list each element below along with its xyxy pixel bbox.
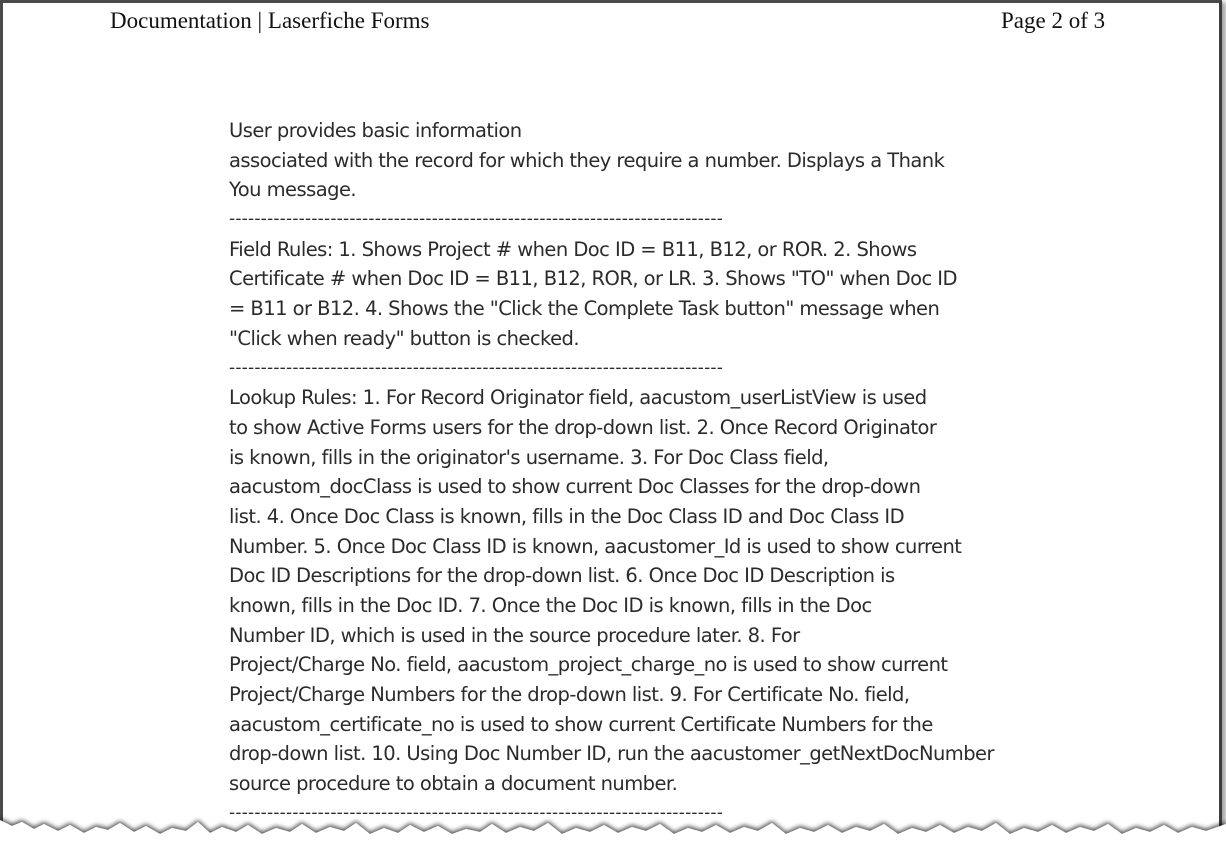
intro-line: User provides basic information (229, 119, 522, 142)
separator-line: ------------------------------------------------------------------------------ (229, 357, 724, 378)
separator-line: ------------------------------------------------------------------------------ (229, 802, 724, 823)
intro-line: You message. (229, 178, 357, 202)
lookup-rules-line: Lookup Rules: 1. For Record Originator field, aacustom_userListView is used (229, 386, 927, 410)
field-rules-line: Field Rules: 1. Shows Project # when Doc ID = B11, B12, or ROR. 2. Shows (229, 237, 917, 261)
lookup-rules-line: to show Active Forms users for the drop-down list. 2. Once Record Originator (229, 415, 937, 439)
lookup-rules-line: list. 4. Once Doc Class is known, fills in the Doc Class ID and Doc Class ID (229, 504, 905, 528)
lookup-rules-line: source procedure to obtain a document number. (229, 772, 678, 796)
lookup-rules-line: aacustom_certificate_no is used to show current Certificate Numbers for the (229, 712, 933, 736)
field-rules-line: = B11 or B12. 4. Shows the "Click the Complete Task button" message when (229, 297, 940, 321)
lookup-rules-line: Doc ID Descriptions for the drop-down list. 6. Once Doc ID Description is (229, 564, 895, 588)
lookup-rules-line: aacustom_docClass is used to show current Doc Classes for the drop-down (229, 475, 921, 499)
page-indicator: Page 2 of 3 (1001, 8, 1106, 33)
intro-line: associated with the record for which they require a number. Displays a Thank (229, 148, 945, 172)
lookup-rules-line: Number. 5. Once Doc Class ID is known, aacustomer_Id is used to show current (229, 534, 962, 558)
lookup-rules-line: is known, fills in the originator's username. 3. For Doc Class field, (229, 445, 829, 469)
lookup-rules-line: Project/Charge Numbers for the drop-down list. 9. For Certificate No. field, (229, 683, 910, 707)
header-title: Documentation | Laserfiche Forms (110, 8, 430, 33)
separator-line: ------------------------------------------------------------------------------ (229, 209, 724, 230)
lookup-rules-line: known, fills in the Doc ID. 7. Once the Doc ID is known, fills in the Doc (229, 594, 872, 617)
field-rules-line: "Click when ready" button is checked. (229, 326, 580, 350)
field-rules-line: Certificate # when Doc ID = B11, B12, ROR, or LR. 3. Shows "TO" when Doc ID (229, 267, 957, 291)
torn-edge (0, 798, 1226, 858)
lookup-rules-line: Number ID, which is used in the source procedure later. 8. For (229, 623, 800, 647)
document-body (229, 116, 1049, 858)
lookup-rules-line: drop-down list. 10. Using Doc Number ID, run the aacustomer_getNextDocNumber (229, 742, 994, 766)
lookup-rules-line: Project/Charge No. field, aacustom_project_charge_no is used to show current (229, 653, 948, 677)
